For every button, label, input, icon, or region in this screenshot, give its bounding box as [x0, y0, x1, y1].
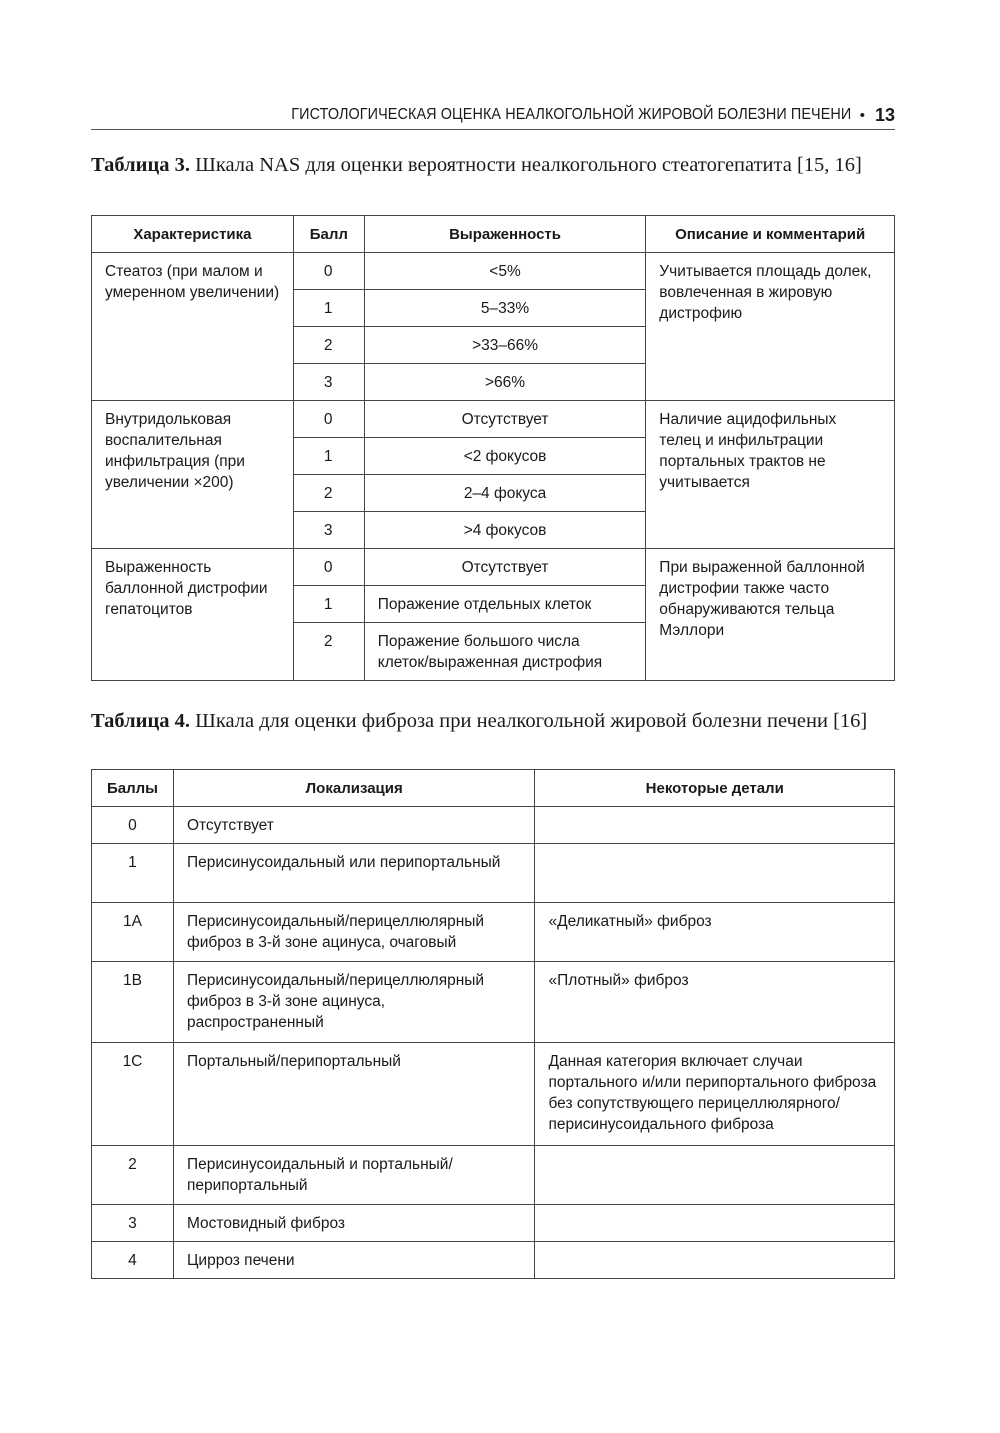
severity-cell: >33–66% [364, 327, 646, 364]
table-row [92, 401, 895, 438]
comment-cell: Учитывается площадь долек, вовлеченная в жировую дистрофию [646, 253, 895, 401]
table4-col-header: Локализация [173, 770, 535, 807]
feature-cell: Выраженность баллонной дистрофии гепатоцитов [92, 549, 294, 681]
severity-cell: Поражение отдельных клеток [364, 586, 646, 623]
table-row [92, 1146, 895, 1205]
page-header [91, 101, 895, 130]
feature-cell: Стеатоз (при малом и умеренном увеличении) [92, 253, 294, 401]
table4-caption-label: Таблица 4. [91, 710, 191, 732]
location-cell: Перисинусоидальный или перипортальный [173, 844, 535, 903]
table3-caption-label: Таблица 3. [91, 154, 191, 176]
score-cell: 1 [293, 438, 364, 475]
table3-col-header: Выраженность [364, 216, 646, 253]
feature-cell: Внутридольковая воспалительная инфильтрация (при увеличении ×200) [92, 401, 294, 549]
score-cell: 3 [293, 512, 364, 549]
location-cell: Перисинусоидальный/перицеллюлярный фиброз в 3-й зоне ацинуса, очаговый [173, 903, 535, 962]
score-cell: 2 [293, 327, 364, 364]
score-cell: 0 [293, 401, 364, 438]
table3-col-header: Балл [293, 216, 364, 253]
table-row [92, 1242, 895, 1279]
table3 [91, 215, 895, 681]
table4 [91, 769, 895, 1279]
table4-caption [91, 709, 895, 733]
details-cell: «Плотный» фиброз [535, 962, 895, 1043]
header-bullet: • [859, 106, 865, 124]
severity-cell: >66% [364, 364, 646, 401]
score-cell: 2 [293, 623, 364, 681]
table-row [92, 807, 895, 844]
score-cell: 1 [293, 290, 364, 327]
location-cell: Перисинусоидальный/перицеллюлярный фиброз в 3-й зоне ацинуса, распространенный [173, 962, 535, 1043]
score-cell: 1 [293, 586, 364, 623]
severity-cell: Отсутствует [364, 549, 646, 586]
location-cell: Мостовидный фиброз [173, 1205, 535, 1242]
severity-cell: Отсутствует [364, 401, 646, 438]
severity-cell: Поражение большого числа клеток/выраженная дистрофия [364, 623, 646, 681]
score-cell: 2 [293, 475, 364, 512]
severity-cell: <2 фокусов [364, 438, 646, 475]
details-cell: Данная категория включает случаи портального и/или перипортального фиброза без сопутствующего перицеллюлярного/перисинусоидального фиброза [535, 1043, 895, 1146]
page-number: 13 [874, 104, 895, 125]
table4-col-header: Баллы [92, 770, 174, 807]
comment-cell: При выраженной баллонной дистрофии также часто обнаруживаются тельца Мэллори [646, 549, 895, 681]
score-cell: 0 [293, 549, 364, 586]
severity-cell: >4 фокусов [364, 512, 646, 549]
table4-col-header: Некоторые детали [535, 770, 895, 807]
score-cell: 2 [92, 1146, 174, 1205]
table-row [92, 1043, 895, 1146]
score-cell: 3 [293, 364, 364, 401]
table-row [92, 1205, 895, 1242]
details-cell [535, 1146, 895, 1205]
score-cell: 0 [293, 253, 364, 290]
score-cell: 1B [92, 962, 174, 1043]
location-cell: Отсутствует [173, 807, 535, 844]
score-cell: 1C [92, 1043, 174, 1146]
location-cell: Портальный/перипортальный [173, 1043, 535, 1146]
table-row [92, 549, 895, 586]
table-row [92, 903, 895, 962]
details-cell [535, 807, 895, 844]
details-cell: «Деликатный» фиброз [535, 903, 895, 962]
table4-header-row [92, 770, 895, 807]
running-title: ГИСТОЛОГИЧЕСКАЯ ОЦЕНКА НЕАЛКОГОЛЬНОЙ ЖИРОВОЙ БОЛЕЗНИ ПЕЧЕНИ [291, 106, 852, 123]
location-cell: Перисинусоидальный и портальный/ перипортальный [173, 1146, 535, 1205]
details-cell [535, 1242, 895, 1279]
table3-col-header: Характеристика [92, 216, 294, 253]
table3-col-header: Описание и комментарий [646, 216, 895, 253]
table3-header-row [92, 216, 895, 253]
severity-cell: 2–4 фокуса [364, 475, 646, 512]
table-row [92, 962, 895, 1043]
severity-cell: <5% [364, 253, 646, 290]
table3-caption [91, 153, 895, 177]
table-row [92, 253, 895, 290]
table4-caption-text: Шкала для оценки фиброза при неалкогольной жировой болезни печени [16] [190, 710, 868, 732]
score-cell: 1 [92, 844, 174, 903]
severity-cell: 5–33% [364, 290, 646, 327]
details-cell [535, 1205, 895, 1242]
table3-caption-text: Шкала NAS для оценки вероятности неалкогольного стеатогепатита [15, 16] [190, 154, 862, 176]
score-cell: 4 [92, 1242, 174, 1279]
location-cell: Цирроз печени [173, 1242, 535, 1279]
score-cell: 3 [92, 1205, 174, 1242]
score-cell: 0 [92, 807, 174, 844]
score-cell: 1A [92, 903, 174, 962]
details-cell [535, 844, 895, 903]
table-row [92, 844, 895, 903]
comment-cell: Наличие ацидофильных телец и инфильтрации портальных трактов не учитывается [646, 401, 895, 549]
